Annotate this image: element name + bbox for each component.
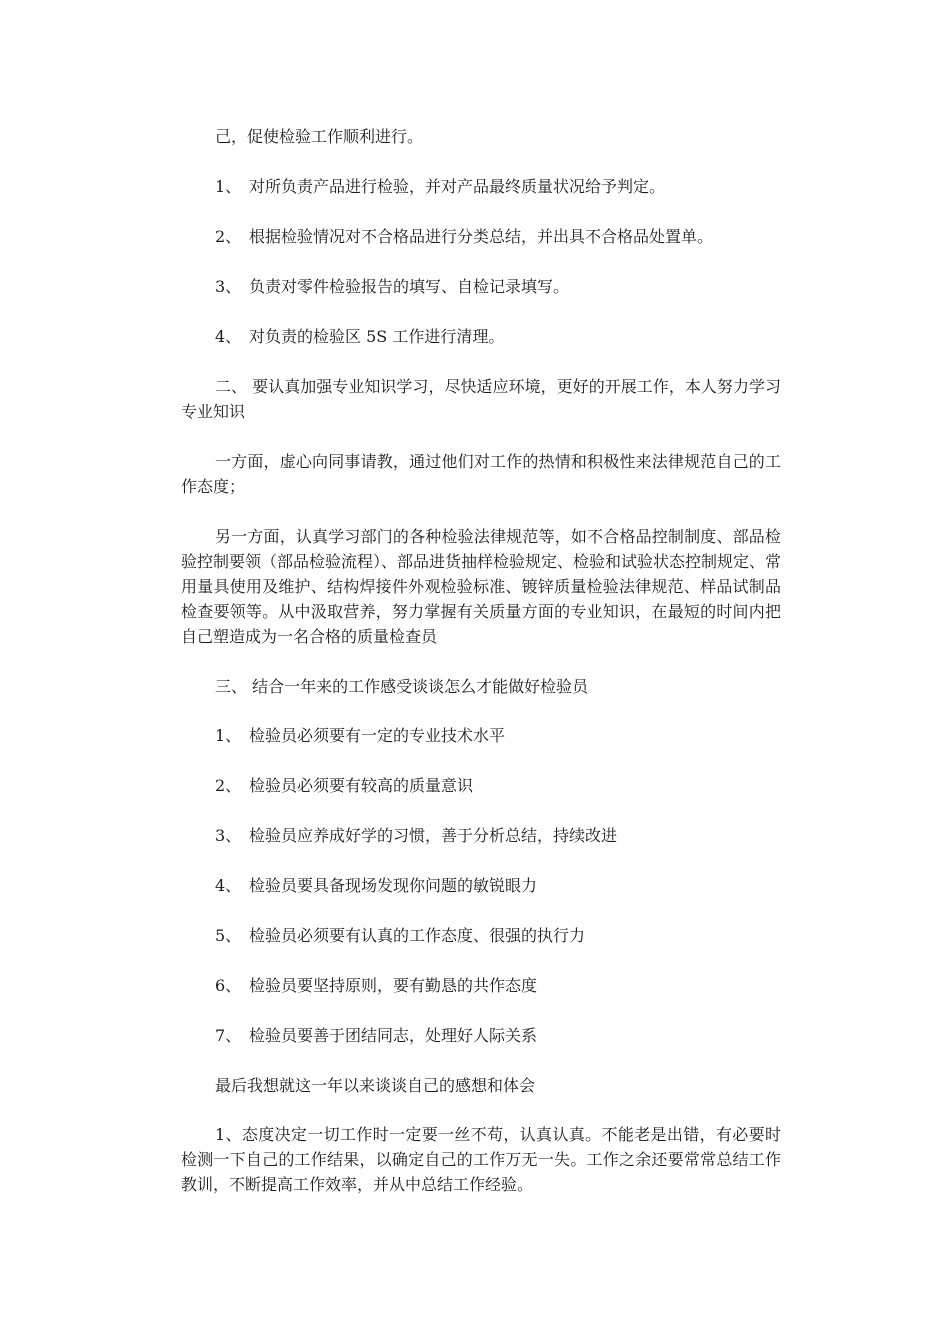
section1-item-4 bbox=[215, 324, 815, 349]
item-number: 5、 bbox=[215, 926, 242, 945]
section1-item-3 bbox=[215, 274, 815, 299]
section1-item-2 bbox=[215, 224, 815, 249]
item-text: 对负责的检验区 5S 工作进行清理。 bbox=[249, 327, 505, 346]
item-number: 1、 bbox=[215, 726, 242, 745]
item-number: 1、 bbox=[215, 177, 242, 196]
paragraph-other-hand: 另一方面，认真学习部门的各种检验法律规范等，如不合格品控制制度、部品检验控制要领（部品检验流程）、部品进货抽样检验规定、检验和试验状态控制规定、常用量具使用及维护、结构焊接件外观检验标准、镀锌质量检验法律规范、样品试制品检查要领等。从中汲取营养，努力掌握有关质量方面的专业知识，在最短的时间内把自己塑造成为一名合格的质量检查员 bbox=[181, 527, 782, 646]
item-text: 负责对零件检验报告的填写、自检记录填写。 bbox=[249, 277, 570, 296]
section3-heading: 三、 结合一年来的工作感受谈谈怎么才能做好检验员 bbox=[215, 677, 589, 696]
item-number: 3、 bbox=[215, 826, 242, 845]
item-text: 检验员必须要有一定的专业技术水平 bbox=[249, 726, 506, 745]
item-number: 7、 bbox=[215, 1026, 242, 1045]
item-number: 3、 bbox=[215, 277, 242, 296]
item-text: 根据检验情况对不合格品进行分类总结，并出具不合格品处置单。 bbox=[249, 227, 714, 246]
item-text: 检验员要坚持原则，要有勤恳的共作态度 bbox=[249, 976, 538, 995]
intro-tail-line: 己，促使检验工作顺利进行。 bbox=[215, 127, 424, 146]
item-number: 4、 bbox=[215, 876, 242, 895]
item-text: 检验员必须要有较高的质量意识 bbox=[249, 776, 474, 795]
item-text: 检验员应养成好学的习惯，善于分析总结，持续改进 bbox=[249, 826, 618, 845]
section3-item-5 bbox=[215, 923, 815, 948]
item-text: 对所负责产品进行检验，并对产品最终质量状况给予判定。 bbox=[249, 177, 666, 196]
item-text: 检验员要善于团结同志，处理好人际关系 bbox=[249, 1026, 538, 1045]
item-number: 4、 bbox=[215, 327, 242, 346]
paragraph-one-hand: 一方面，虚心向同事请教，通过他们对工作的热情和积极性来法律规范自己的工作态度； bbox=[181, 452, 781, 496]
closing-heading: 最后我想就这一年以来谈谈自己的感想和体会 bbox=[215, 1076, 536, 1095]
section1-item-1 bbox=[215, 174, 815, 199]
item-number: 2、 bbox=[215, 776, 242, 795]
section2-heading: 二、 要认真加强专业知识学习，尽快适应环境，更好的开展工作，本人努力学习专业知识 bbox=[181, 377, 781, 421]
item-text: 检验员必须要有认真的工作态度、很强的执行力 bbox=[249, 926, 586, 945]
section3-item-4 bbox=[215, 873, 815, 898]
section3-item-2 bbox=[215, 773, 815, 798]
section3-item-1 bbox=[215, 723, 815, 748]
closing-paragraph: 1、态度决定一切工作时一定要一丝不苟，认真认真。不能老是出错，有必要时检测一下自己的工作结果，以确定自己的工作万无一失。工作之余还要常常总结工作教训，不断提高工作效率，并从中总结工作经验。 bbox=[181, 1125, 781, 1194]
section3-item-7 bbox=[215, 1023, 815, 1048]
section3-item-3 bbox=[215, 823, 815, 848]
item-number: 6、 bbox=[215, 976, 242, 995]
item-text: 检验员要具备现场发现你问题的敏锐眼力 bbox=[249, 876, 538, 895]
item-number: 2、 bbox=[215, 227, 242, 246]
section3-item-6 bbox=[215, 973, 815, 998]
